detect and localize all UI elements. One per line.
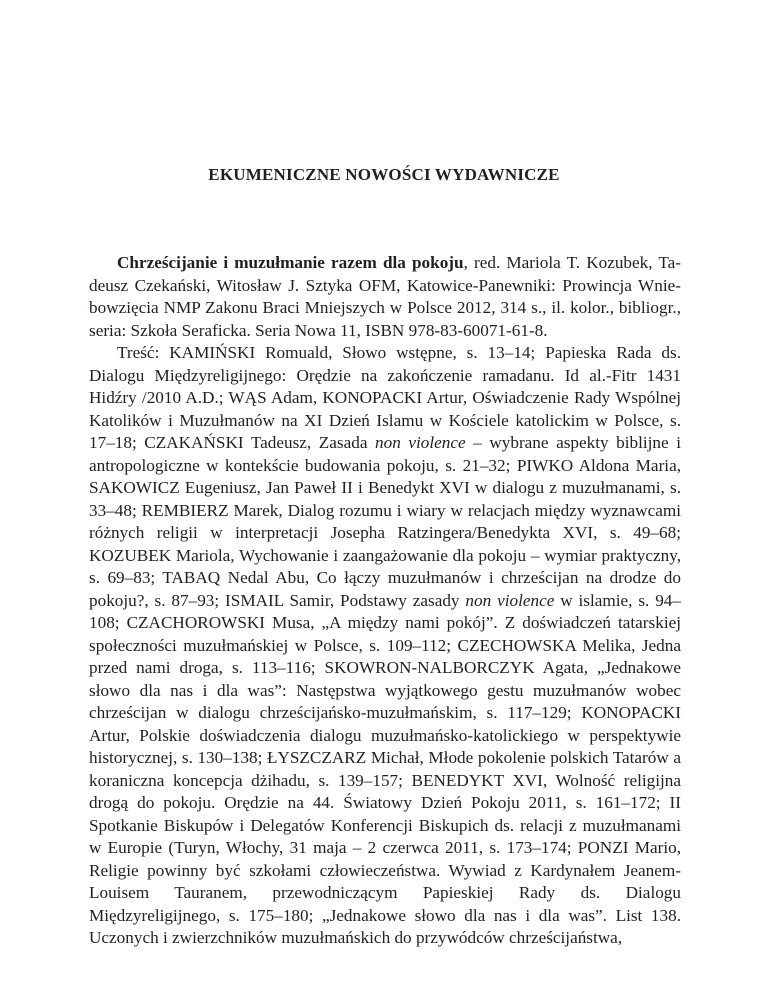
book-title: Chrześcijanie i muzułmanie razem dla pokoju	[117, 253, 464, 272]
bibliographic-entry	[89, 252, 681, 342]
entry-text-block	[89, 252, 681, 950]
contents-part-2: – wybrane aspekty biblijne i antropologiczne w kontekście budowania pokoju, s. 21–32; PIWKO Aldona Maria, SAKOWICZ Eugeniusz, Jan Paweł II i Benedykt XVI w dialogu z muzułmanami, s. 33–48; REMBIERZ Marek, Dialog rozumu i wiary w relacjach między wyznawcami różnych religii w interpretacji Josepha Ratzingera/Benedykta XVI, s. 49–68; KOZUBEK Mariola, Wychowanie i zaangażowanie dla pokoju – wymiar praktyczny, s. 69–83; TABAQ Nedal Abu, Co łączy muzułmanów i chrześcijan na drodze do pokoju?, s. 87–93; ISMAIL Samir, Podstawy zasady	[89, 433, 681, 610]
italic-term-2: non violence	[465, 590, 555, 610]
contents-part-3: w islamie, s. 94–108; CZACHOROWSKI Musa, „A między nami pokój”. Z doświadczeń tatarskiej społeczności muzułmańskiej w Polsce, s. 109–112; CZECHOWSKA Melika, Jedna przed nami droga, s. 113–116; SKOWRON-NALBORCZYK Agata, „Jednakowe słowo dla nas i dla was”: Następstwa wyjątkowego gestu muzułmanów wobec chrześcijan w dialogu chrześcijańsko-muzułmańskim, s. 117–129; KONOPACKI Artur, Polskie doświadczenia dialogu muzułmańsko-katolickiego w perspektywie historycznej, s. 130–138; ŁYSZCZARZ Michał, Młode pokolenie polskich Tatarów a koraniczna koncepcja dżihadu, s. 139–157; BENEDYKT XVI, Wolność religijna drogą do pokoju. Orędzie na 44. Światowy Dzień Pokoju 2011, s. 161–172; II Spotkanie Biskupów i Delegatów Konferencji Biskupich ds. relacji z muzułmanami w Europie (Turyn, Włochy, 31 maja – 2 czerwca 2011, s. 173–174; PONZI Mario, Religie powinny być szkołami człowieczeństwa. Wywiad z Kardynałem Jeanem-Louisem Tauranem, przewodniczącym Papieskiej Rady ds. Dialogu Międzyreligijnego, s. 175–180; „Jednakowe słowo dla nas i dla was”. List 138. Uczonych i zwierzchników muzułmańskich do przywódców chrześcijaństwa,	[89, 590, 681, 947]
italic-term-1: non violence	[375, 433, 466, 452]
book-details: , red. Mariola T. Kozubek, Tadeusz Czekański, Witosław J. Sztyka OFM, Katowice-Panewniki: Prowincja Wniebowzięcia NMP Zakonu Braci Mniejszych w Polsce 2012, 314 s., il. kolor., bibliogr., seria: Szkoła Seraficka. Seria Nowa 11, ISBN 978-83-60071-61-8.	[89, 253, 681, 340]
contents-part-1: Treść: KAMIŃSKI Romuald, Słowo wstępne, s. 13–14; Papieska Rada ds. Dialogu Międzyreligijnego: Orędzie na zakończenie ramadanu. Id al.-Fitr 1431 Hidźry /2010 A.D.; WĄS Adam, KONOPACKI Artur, Oświadczenie Rady Wspólnej Katolików i Muzułmanów na XI Dzień Islamu w Kościele katolickim w Polsce, s. 17–18; CZAKAŃSKI Tadeusz, Zasada	[89, 343, 681, 452]
table-of-contents	[89, 342, 681, 950]
section-heading: EKUMENICZNE NOWOŚCI WYDAWNICZE	[208, 165, 560, 184]
